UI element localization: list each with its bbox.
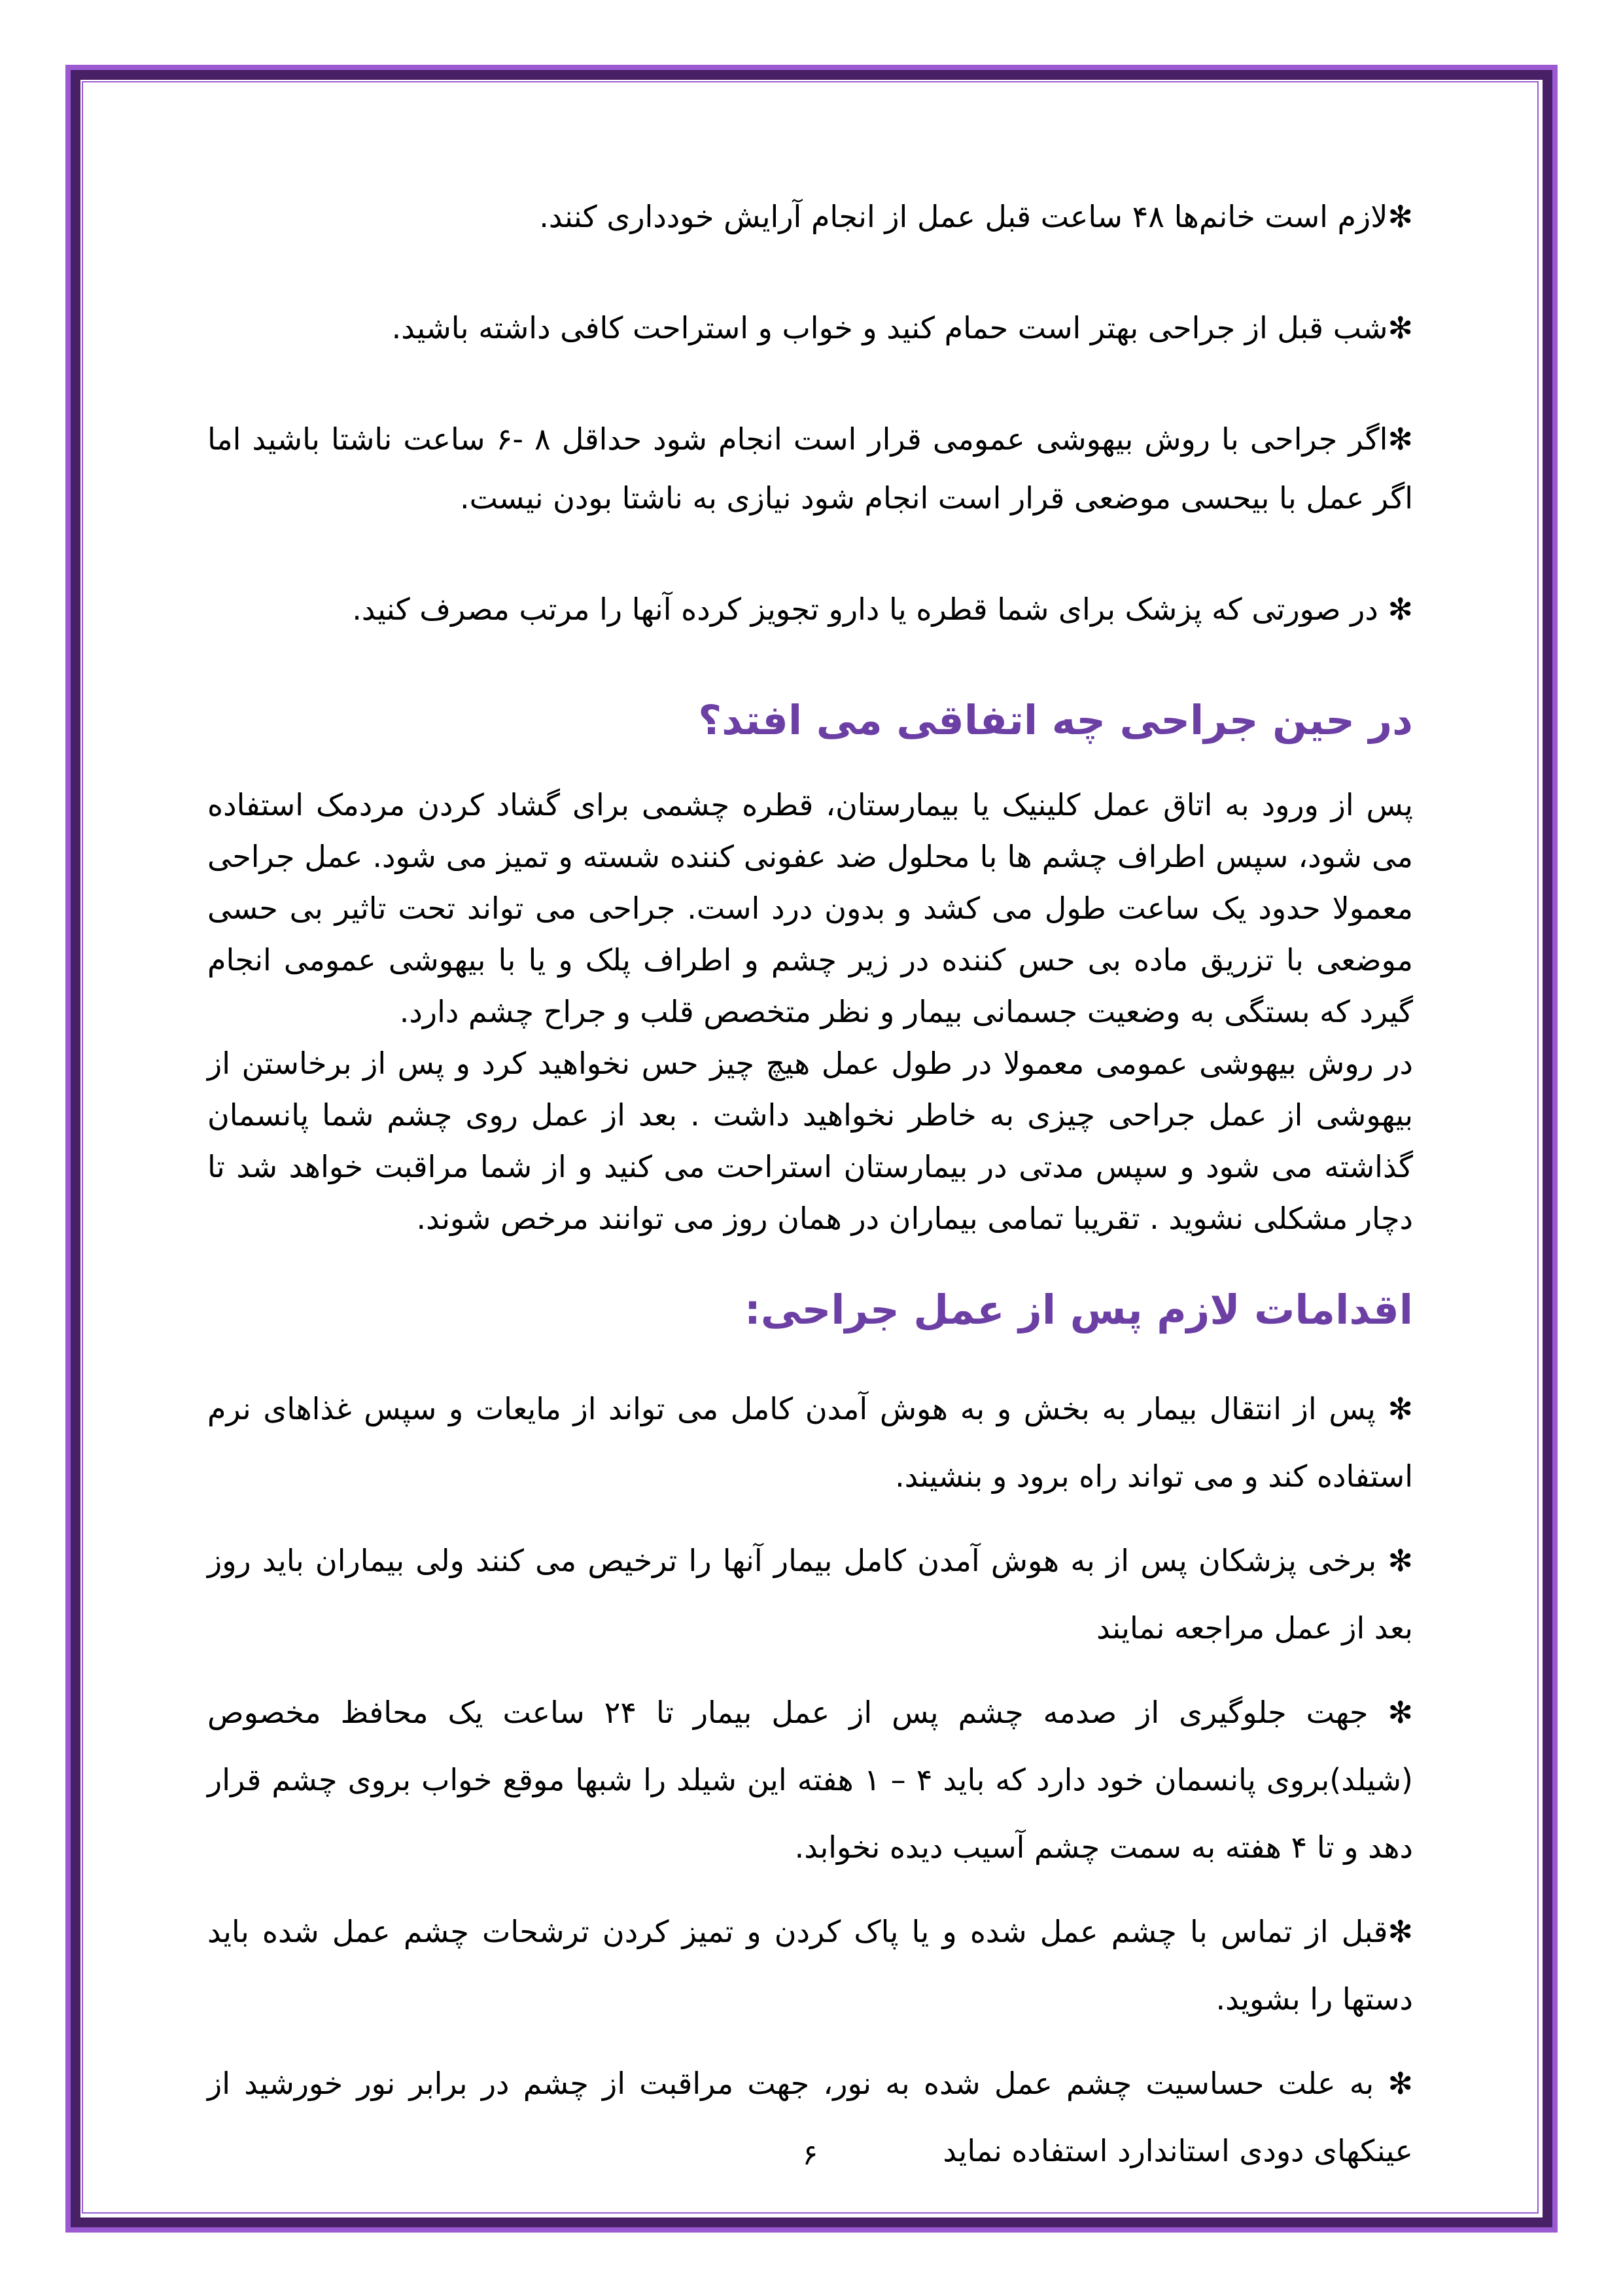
pre-op-bullet-2: ✻شب قبل از جراحی بهتر است حمام کنید و خواب و استراحت کافی داشته باشید. [391,310,1413,345]
post-op-bullet-5: ✻ به علت حساسیت چشم عمل شده به نور، جهت مراقبت از چشم در برابر نور خورشید از عینکهای دودی استاندارد استفاده نماید [207,2066,1413,2168]
section-heading-post-op: اقدامات لازم پس از عمل جراحی: [744,1286,1413,1333]
post-op-bullet-3: ✻ جهت جلوگیری از صدمه چشم پس از عمل بیمار تا ۲۴ ساعت یک محافظ مخصوص (شیلد)بروی پانسمان خود دارد که باید ۴ – ۱ هفته این شیلد را شبها موقع خواب بروی چشم قرار دهد و تا ۴ هفته به سمت چشم آسیب دیده نخوابد. [207,1695,1413,1865]
page-number: ۶ [802,2138,818,2172]
post-op-bullet-4: ✻قبل از تماس با چشم عمل شده و یا پاک کردن و تمیز کردن ترشحات چشم عمل شده باید دستها را بشوید. [207,1914,1413,2017]
during-surgery-paragraph-1: پس از ورود به اتاق عمل کلینیک یا بیمارستان، قطره چشمی برای گشاد کردن مردمک استفاده می شود، سپس اطراف چشم ها با محلول ضد عفونی کننده شسته و تمیز می شود. عمل جراحی معمولا حدود یک ساعت طول می کشد و بدون درد است. جراحی می تواند تحت تاثیر بی حسی موضعی با تزریق ماده بی حس کننده در زیر چشم و اطراف پلک و یا با بیهوشی عمومی انجام گیرد که بستگی به وضعیت جسمانی بیمار و نظر متخصص قلب و جراح چشم دارد. [207,787,1413,1029]
post-op-bullet-1: ✻ پس از انتقال بیمار به بخش و به هوش آمدن کامل می تواند از مایعات و سپس غذاهای نرم استفاده کند و می تواند راه برود و بنشیند. [207,1391,1413,1494]
document-body [83,82,1537,2212]
during-surgery-paragraph-2: در روش بیهوشی عمومی معمولا در طول عمل هیچ چیز حس نخواهید کرد و پس از برخاستن از بیهوشی از عمل جراحی چیزی به خاطر نخواهید داشت . بعد از عمل روی چشم شما پانسمان گذاشته می شود و سپس مدتی در بیمارستان استراحت می کنید و از شما مراقبت خواهد شد تا دچار مشکلی نشوید . تقریبا تمامی بیماران در همان روز می توانند مرخص شوند. [207,1046,1413,1236]
pre-op-bullet-4: ✻ در صورتی که پزشک برای شما قطره یا دارو تجویز کرده آنها را مرتب مصرف کنید. [352,592,1413,627]
post-op-instructions-list [207,1375,1413,2185]
page-border-hairline [82,81,1539,2214]
pre-op-bullet-3: ✻اگر جراحی با روش بیهوشی عمومی قرار است انجام شود حداقل ۸ -۶ ساعت ناشتا باشید اما اگر عمل با بیحسی موضعی قرار است انجام شود نیازی به ناشتا بودن نیست. [207,421,1413,516]
section-heading-during-surgery: در حین جراحی چه اتفاقی می افتد؟ [698,696,1413,744]
page-border-frame [65,65,1558,2233]
page-border-inner-band [71,70,1552,2227]
post-op-bullet-2: ✻ برخی پزشکان پس از به هوش آمدن کامل بیمار آنها را ترخیص می کنند ولی بیماران باید روز بعد از عمل مراجعه نمایند [207,1543,1413,1646]
pre-op-instructions-list [207,187,1413,639]
pre-op-bullet-1: ✻لازم است خانم‌ها ۴۸ ساعت قبل عمل از انجام آرایش خودداری کنند. [539,199,1413,234]
